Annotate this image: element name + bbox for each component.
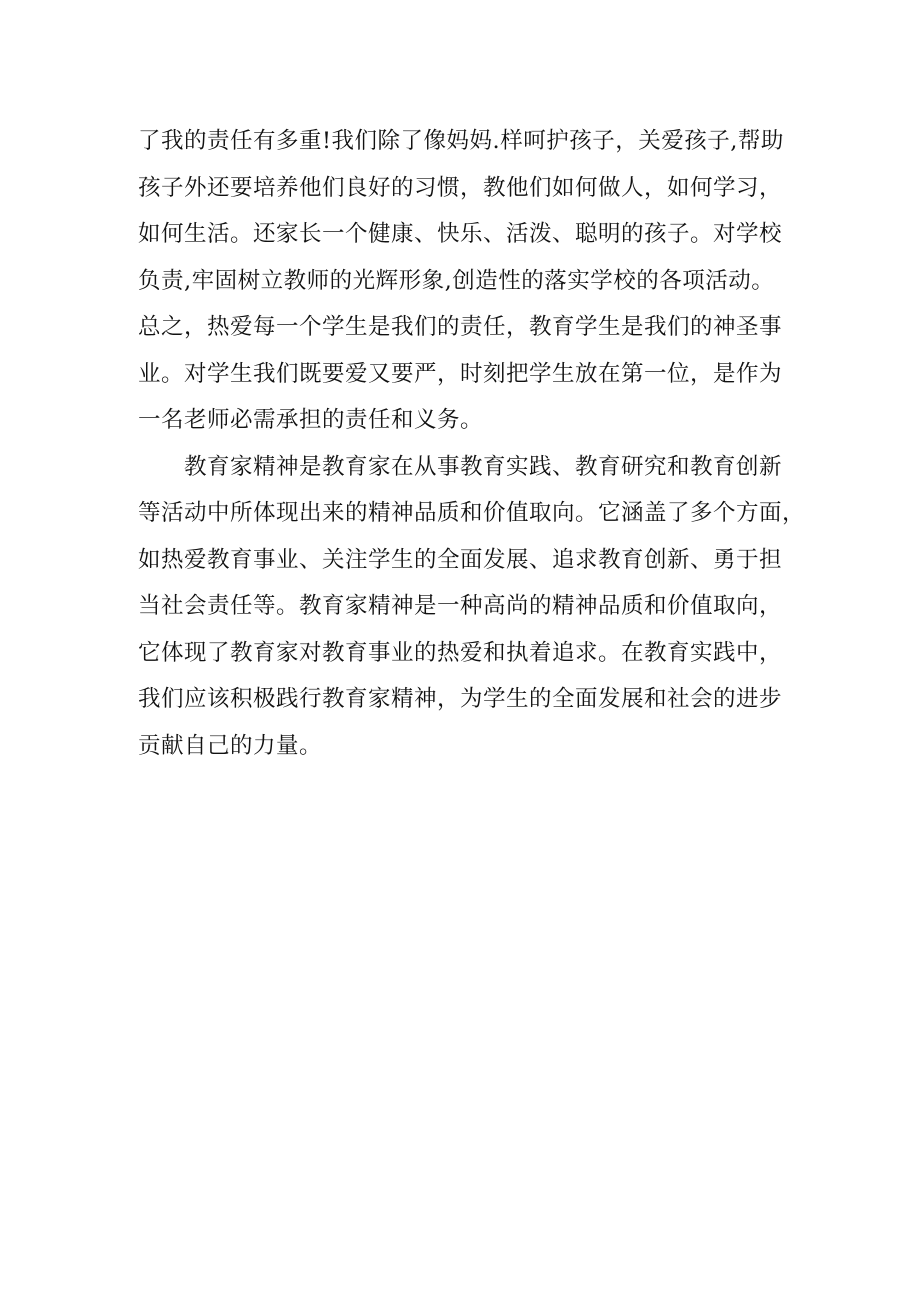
paragraph-1-line: 一名老师必需承担的责任和义务。 xyxy=(138,407,484,433)
document-body xyxy=(138,118,806,769)
paragraph-2-line: 教育家精神是教育家在从事教育实践、教育研究和教育创新 xyxy=(184,453,783,480)
paragraph-2-line: 如热爱教育事业、关注学生的全面发展、追求教育创新、勇于担 xyxy=(138,546,783,573)
paragraph-1-line: 孩子外还要培养他们良好的习惯，教他们如何做人，如何学习， xyxy=(138,174,783,201)
paragraph-1-line: 负责,牢固树立教师的光辉形象,创造性的落实学校的各项活动。 xyxy=(138,267,775,294)
paragraph-2 xyxy=(138,444,806,770)
paragraph-1 xyxy=(138,118,798,444)
paragraph-2-line: 它体现了教育家对教育事业的热爱和执着追求。在教育实践中， xyxy=(138,639,783,666)
paragraph-2-line: 当社会责任等。教育家精神是一种高尚的精神品质和价值取向， xyxy=(138,593,783,619)
paragraph-1-line: 了我的责任有多重!我们除了像妈妈.样呵护孩子，关爱孩子,帮助 xyxy=(138,128,784,154)
paragraph-2-line: 我们应该积极践行教育家精神，为学生的全面发展和社会的进步 xyxy=(138,686,783,712)
paragraph-1-line: 总之，热爱每一个学生是我们的责任，教育学生是我们的神圣事 xyxy=(138,314,783,340)
paragraph-1-line: 如何生活。还家长一个健康、快乐、活泼、聪明的孩子。对学校 xyxy=(138,221,783,247)
paragraph-1-line: 业。对学生我们既要爱又要严，时刻把学生放在第一位，是作为 xyxy=(138,360,783,387)
paragraph-2-line: 贡献自己的力量。 xyxy=(138,732,323,759)
paragraph-2-line: 等活动中所体现出来的精神品质和价值取向。它涵盖了多个方面， xyxy=(138,500,806,526)
